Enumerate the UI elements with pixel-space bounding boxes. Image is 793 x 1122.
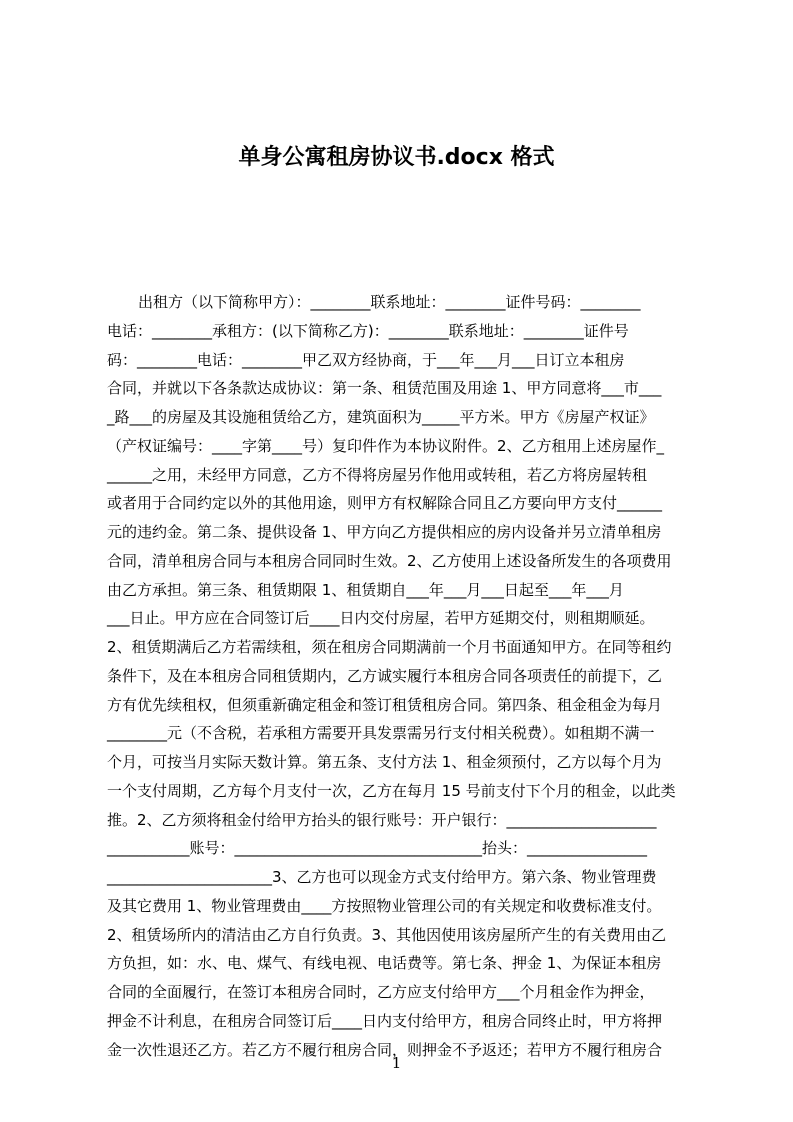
text-line: 一个支付周期，乙方每个月支付一次，乙方在每月 15 号前支付下个月的租金，以此类 (107, 781, 676, 800)
text-line: 出租方（以下简称甲方）：________联系地址：________证件号码：________ (138, 293, 641, 311)
text-line: （产权证编号：____字第____号）复印件作为本协议附件。2、乙方租用上述房屋作_ (107, 436, 665, 455)
text-line: 方有优先续租权，但须重新确定租金和签订租赁租房合同。第四条、租金租金为每月 (107, 695, 663, 714)
page-number: 1 (391, 1054, 402, 1072)
document-body (107, 288, 699, 1059)
text-line: ________元（不含税，若承租方需要开具发票需另行支付相关税费）。如租期不满一 (107, 724, 655, 743)
text-line: ______________________3、乙方也可以现金方式支付给甲方。第六条、物业管理费 (107, 868, 657, 886)
text-line: 由乙方承担。第三条、租赁期限 1、租赁期自___年___月___日起至___年___月 (107, 580, 624, 599)
text-line: 2、租赁场所内的清洁由乙方自行负责。3、其他因使用该房屋所产生的有关费用由乙 (107, 925, 667, 944)
text-line: 码：________电话：________甲乙双方经协商，于___年___月___日订立本租房 (107, 350, 625, 369)
text-line: 合同，并就以下各条款达成协议：第一条、租赁范围及用途 1、甲方同意将___市___ (107, 379, 662, 398)
text-line: 押金不计利息，在租房合同签订后____日内支付给甲方，租房合同终止时，甲方将押 (107, 1011, 663, 1030)
text-line: 合同的全面履行，在签订本租房合同时，乙方应支付给甲方___个月租金作为押金， (107, 983, 655, 1001)
text-line: 及其它费用 1、物业管理费由____方按照物业管理公司的有关规定和收费标准支付。 (107, 896, 662, 915)
text-line: 个月，可按当月实际天数计算。第五条、支付方法 1、租金须预付，乙方以每个月为 (107, 753, 662, 771)
document-title: 单身公寓租房协议书.docx 格式 (238, 145, 555, 170)
text-line: 电话：________承租方：(以下简称乙方)：________联系地址：________证件号 (107, 321, 629, 340)
text-line: ___日止。甲方应在合同签订后____日内交付房屋，若甲方延期交付，则租期顺延。 (107, 609, 655, 628)
text-line: ___________账号：_________________________________抬头：________________ (107, 839, 648, 858)
text-line: 合同，清单租房合同与本租房合同同时生效。2、乙方使用上述设备所发生的各项费用 (107, 551, 672, 570)
text-line: 条件下，及在本租房合同租赁期内，乙方诚实履行本租房合同各项责任的前提下，乙 (107, 666, 663, 685)
text-line: 2、租赁期满后乙方若需续租，须在租房合同期满前一个月书面通知甲方。在同等租约 (107, 638, 672, 656)
text-line: 方负担，如：水、电、煤气、有线电视、电话费等。第七条、押金 1、为保证本租房 (107, 954, 662, 973)
text-line: 金一次性退还乙方。若乙方不履行租房合同，则押金不予返还；若甲方不履行租房合 (107, 1040, 663, 1059)
text-line: 或者用于合同约定以外的其他用途，则甲方有权解除合同且乙方要向甲方支付______ (107, 494, 663, 513)
text-line: 元的违约金。第二条、提供设备 1、甲方向乙方提供相应的房内设备并另立清单租房 (107, 523, 662, 541)
text-line: ______之用，未经甲方同意，乙方不得将房屋另作他用或转租，若乙方将房屋转租 (107, 465, 648, 484)
text-line: _路___的房屋及其设施租赁给乙方，建筑面积为_____平方米。甲方《房屋产权证》 (107, 408, 655, 426)
text-line: 推。2、乙方须将租金付给甲方抬头的银行账号：开户银行：____________________ (107, 810, 657, 829)
